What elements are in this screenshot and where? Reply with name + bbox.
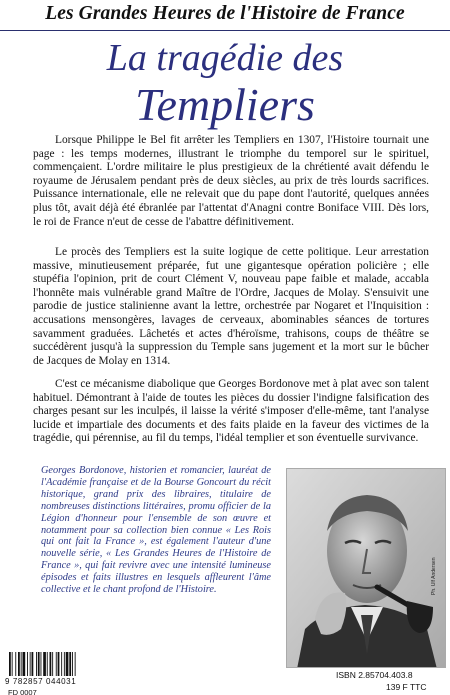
barcode-bar — [12, 652, 13, 676]
fd-code: FD 0007 — [8, 688, 37, 695]
photo-credit: Ph. Ulf Andersen — [431, 557, 437, 595]
barcode-bar — [30, 652, 31, 676]
barcode-bar — [75, 652, 76, 676]
barcode-bar — [18, 652, 20, 676]
barcode-bar — [50, 652, 52, 676]
barcode-bar — [72, 652, 73, 676]
synopsis-paragraph-2: Le procès des Templiers est la suite logique de cette politique. Leur arrestation massive, minutieusement préparée, fut une gigantesque opération policière ; elle stupéfia l'opinion, prit de court Clément V, nouveau pape faible et malade, accabla l'honnête mais vulnérable grand Maître de l'Ordre, Jacques de Molay. S'ensuivit une parodie de justice stalinienne avant la lettre, orchestrée par Nogaret et l'Inquisition : accusations mensongères, lavages de cerveaux, abominables séances de tortures savamment graduées. Lâchetés et actes d'héroïsme, trahisons, coups de théâtre se succédèrent jusqu'à la suppression du Temple sans jugement et la mort sur le bûcher de Jacques de Molay en 1314. — [33, 246, 429, 367]
synopsis-paragraph-3: C'est ce mécanisme diabolique que Georges Bordonove met à plat avec son talent habituel. Démontrant à l'aide de toutes les pièces du dossier l'indigne falsification des charges pesant sur les inculpés, il laisse la vérité s'imposer d'elle-même, tant l'analyse lucide et impartiale des documents et des faits plaide en la faveur des victimes de la tragédie, qui pérennise, au fil du temps, l'idéal templier et son éventuelle survivance. — [33, 378, 429, 445]
barcode-bar — [61, 652, 62, 676]
series-title: Les Grandes Heures de l'Histoire de France — [45, 3, 405, 24]
barcode-bar — [38, 652, 40, 676]
barcode-bar — [27, 652, 28, 676]
barcode-bar — [43, 652, 46, 676]
author-bio: Georges Bordonove, historien et romancier, lauréat de l'Académie française et de la Bourse Goncourt du récit historique, grand prix des libraires, titulaire de nombreuses distinctions littéraires, promu officier de la Légion d'honneur pour l'ensemble de son œuvre et notamment pour sa collection bien connue « Les Rois qui ont fait la France », est également l'auteur d'une nouvelle série, « Les Grandes Heures de l'Histoire de France », qui fait revivre avec une intensité lumineuse épisodes et faits illustres en lesquels affleurent l'âme collective et le chant profond de l'Histoire. — [41, 465, 271, 596]
barcode-bar — [32, 652, 34, 676]
barcode-bar — [36, 652, 37, 676]
barcode-bar — [56, 652, 57, 676]
book-title-line2: Templiers — [135, 79, 315, 130]
book-title-line1: La tragédie des — [106, 37, 344, 79]
barcode-bar — [64, 652, 65, 676]
price-label: 139 F TTC — [386, 682, 427, 692]
barcode-bar — [23, 652, 26, 676]
barcode-bar — [66, 652, 69, 676]
barcode-bar — [69, 652, 71, 676]
barcode-digits: 9 782857 044031 — [5, 677, 77, 686]
barcode-bar — [52, 652, 53, 676]
barcode-bar — [15, 652, 16, 676]
author-portrait-image — [287, 469, 446, 668]
barcode-bar — [58, 652, 60, 676]
author-photo — [286, 468, 446, 668]
isbn-label: ISBN 2.85704.403.8 — [336, 670, 413, 680]
barcode-bar — [41, 652, 42, 676]
header-divider — [0, 30, 450, 31]
synopsis-paragraph-1: Lorsque Philippe le Bel fit arrêter les Templiers en 1307, l'Histoire tournait une page : les temps modernes, illustrant le triomphe du temporel sur le spirituel, commençaient. L'ordre militaire le plus prestigieux de la chrétienté avait défendu le royaume de Jérusalem pendant près de deux siècles, au prix de très lourds sacrifices. Puissance internationale, elle ne relevait que du pape dont l'autorité, quelques années plus tôt, avait déjà été ébranlée par l'attentat d'Anagni contre Boniface VIII. Dès lors, le roi de France n'eut de cesse de l'abattre définitivement. — [33, 134, 429, 228]
barcode-bar — [9, 652, 11, 676]
barcode-bar — [21, 652, 22, 676]
barcode-bar — [47, 652, 48, 676]
